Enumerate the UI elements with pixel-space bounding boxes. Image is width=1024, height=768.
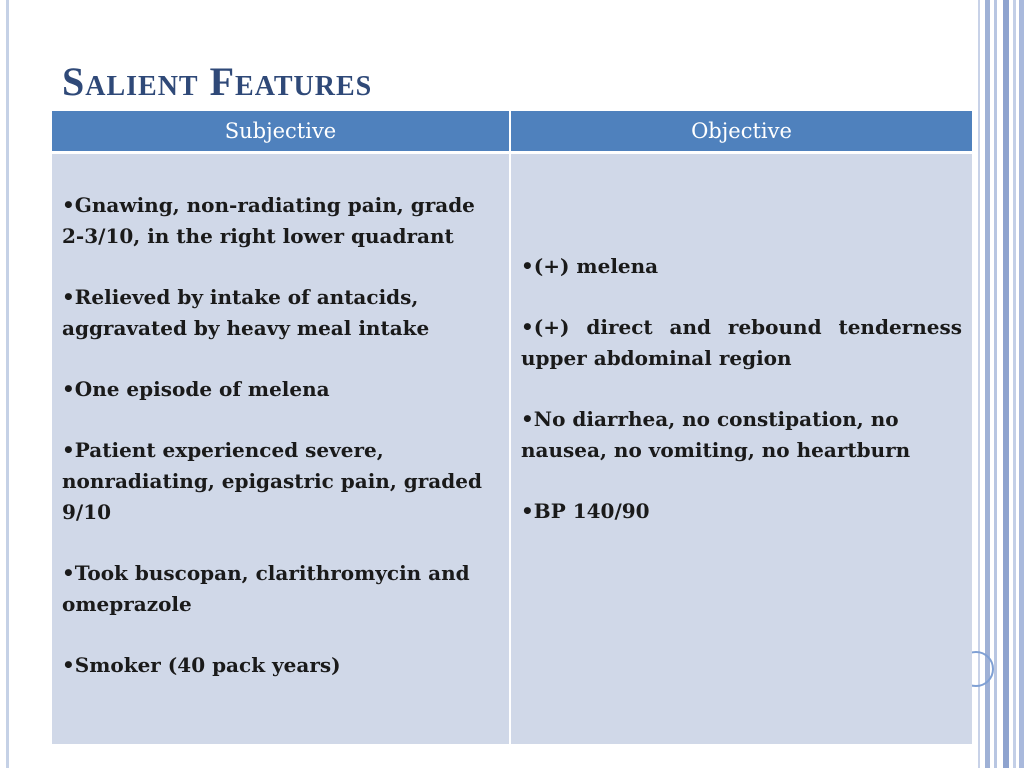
objective-cell bbox=[511, 154, 972, 747]
subjective-item: •Patient experienced severe, nonradiating, epigastric pain, graded 9/10 bbox=[62, 438, 482, 524]
subjective-item: •Took buscopan, clarithromycin and omeprazole bbox=[62, 561, 470, 616]
decorative-stripe bbox=[1013, 0, 1016, 768]
decorative-stripe bbox=[985, 0, 990, 768]
decorative-stripe bbox=[1019, 0, 1024, 768]
left-frame-line bbox=[6, 0, 9, 768]
subjective-item: •Gnawing, non-radiating pain, grade 2-3/10, in the right lower quadrant bbox=[62, 193, 475, 248]
objective-item: •BP 140/90 bbox=[521, 499, 650, 523]
subjective-item: •Relieved by intake of antacids, aggravated by heavy meal intake bbox=[62, 285, 430, 340]
objective-item: •(+) melena bbox=[521, 254, 659, 278]
decorative-stripe bbox=[1003, 0, 1009, 768]
subjective-item: •Smoker (40 pack years) bbox=[62, 653, 341, 677]
features-table bbox=[52, 111, 972, 747]
slide-title: Salient Features bbox=[62, 59, 373, 104]
objective-item: •(+) direct and rebound tenderness upper abdominal region bbox=[521, 315, 962, 370]
header-subjective: Subjective bbox=[52, 111, 511, 154]
subjective-item: •One episode of melena bbox=[62, 377, 330, 401]
header-objective: Objective bbox=[511, 111, 972, 154]
decorative-stripe bbox=[994, 0, 997, 768]
subjective-cell bbox=[52, 154, 511, 747]
objective-item: •No diarrhea, no constipation, no nausea, no vomiting, no heartburn bbox=[521, 407, 911, 462]
